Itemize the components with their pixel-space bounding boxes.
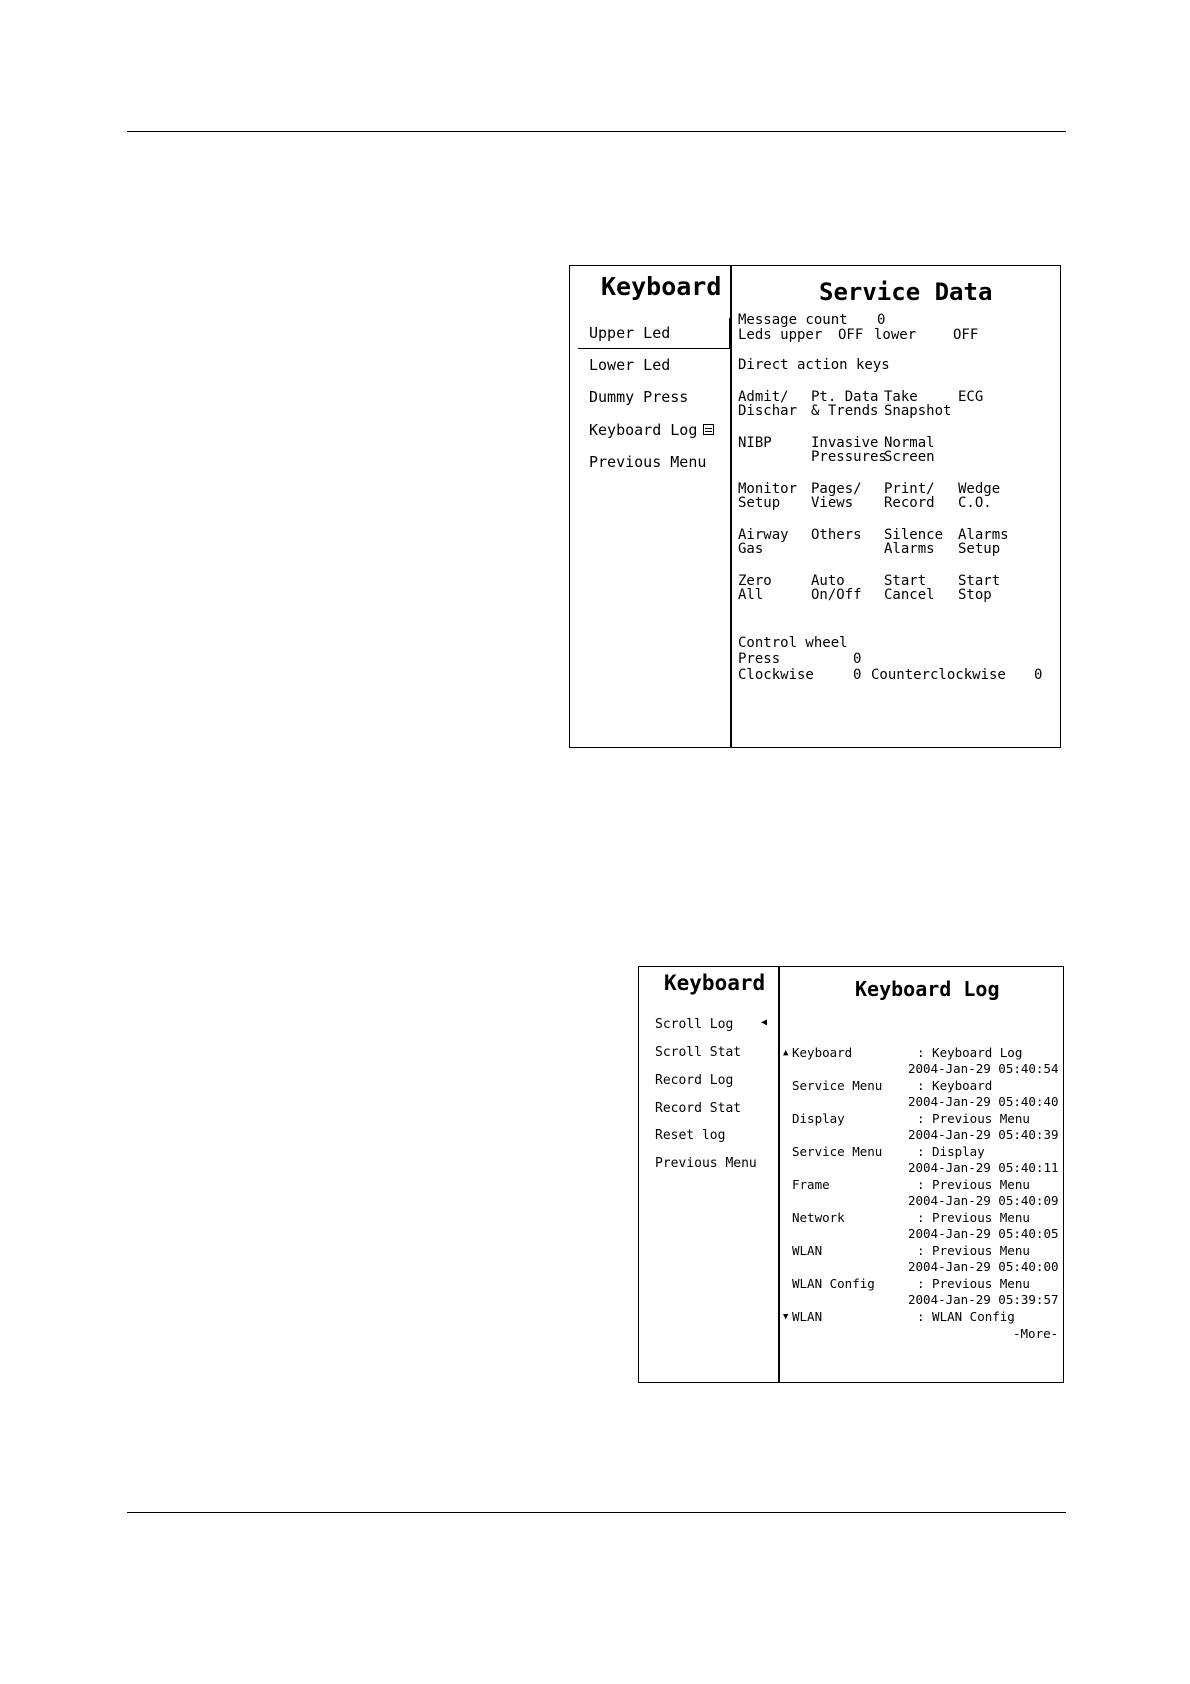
key-line: Setup bbox=[958, 541, 1001, 557]
key-line: Alarms bbox=[884, 541, 935, 557]
key-line: On/Off bbox=[811, 587, 862, 603]
key-line: ECG bbox=[958, 389, 984, 405]
log-entry-name: Network bbox=[792, 1210, 845, 1225]
left-arrow-icon: ◀ bbox=[761, 1017, 768, 1028]
press-label: Press bbox=[738, 651, 781, 667]
key-line: Take bbox=[884, 389, 918, 405]
key-start-stop bbox=[958, 574, 1000, 602]
key-start-cancel bbox=[884, 574, 935, 602]
key-line: Stop bbox=[958, 587, 992, 603]
key-print-record bbox=[884, 482, 935, 510]
more-indicator: -More- bbox=[1013, 1326, 1059, 1341]
log-entry-action: : Keyboard Log bbox=[917, 1045, 1023, 1060]
key-airway-gas bbox=[738, 528, 789, 556]
key-line: NIBP bbox=[738, 435, 772, 451]
key-line: Zero bbox=[738, 573, 772, 589]
log-entry-time: 2004-Jan-29 05:40:09 bbox=[908, 1193, 1059, 1208]
menu-divider bbox=[778, 967, 780, 1382]
log-entry-time: 2004-Jan-29 05:40:05 bbox=[908, 1226, 1059, 1241]
log-entry-name: WLAN bbox=[792, 1309, 823, 1324]
menu-item-reset-log[interactable]: Reset log bbox=[655, 1128, 726, 1143]
key-wedge-co bbox=[958, 482, 1000, 510]
key-line: Invasive bbox=[811, 435, 879, 451]
leds-lower-label: lower bbox=[874, 327, 917, 343]
log-entry-name: Frame bbox=[792, 1177, 830, 1192]
key-line: Dischar bbox=[738, 403, 798, 419]
press-value: 0 bbox=[853, 651, 862, 667]
key-line: C.O. bbox=[958, 495, 992, 511]
key-line: Alarms bbox=[958, 527, 1009, 543]
log-entry-time: 2004-Jan-29 05:40:54 bbox=[908, 1061, 1059, 1076]
clockwise-label: Clockwise bbox=[738, 667, 814, 683]
key-line: Start bbox=[884, 573, 927, 589]
message-count-value: 0 bbox=[877, 312, 886, 328]
key-invasive-pressures bbox=[811, 436, 887, 464]
log-entry-name: WLAN Config bbox=[792, 1276, 875, 1291]
key-nibp bbox=[738, 436, 772, 450]
key-line: All bbox=[738, 587, 764, 603]
key-line: Gas bbox=[738, 541, 764, 557]
key-line: Monitor bbox=[738, 481, 798, 497]
key-others bbox=[811, 528, 862, 542]
log-entry-action: : Previous Menu bbox=[917, 1111, 1030, 1126]
menu-divider bbox=[730, 266, 732, 747]
key-ecg bbox=[958, 390, 983, 404]
menu-title: Keyboard bbox=[664, 971, 766, 995]
keys-icon bbox=[703, 424, 714, 435]
page-footer-rule bbox=[127, 1512, 1066, 1513]
counterclockwise-label: Counterclockwise bbox=[871, 667, 1006, 683]
log-entry-action: : Previous Menu bbox=[917, 1276, 1030, 1291]
log-entry-action: : Previous Menu bbox=[917, 1177, 1030, 1192]
log-entry-action: : Keyboard bbox=[917, 1078, 993, 1093]
leds-lower-value: OFF bbox=[953, 327, 979, 343]
log-entry-time: 2004-Jan-29 05:40:11 bbox=[908, 1160, 1059, 1175]
key-line: Record bbox=[884, 495, 935, 511]
key-line: Views bbox=[811, 495, 854, 511]
leds-upper-label: Leds upper bbox=[738, 327, 823, 343]
service-data-screen bbox=[569, 265, 1061, 748]
log-entry-name: Service Menu bbox=[792, 1144, 883, 1159]
key-auto-on-off bbox=[811, 574, 862, 602]
menu-item-upper-led[interactable]: Upper Led bbox=[589, 324, 671, 342]
menu-item-previous-menu[interactable]: Previous Menu bbox=[589, 453, 707, 471]
menu-item-previous-menu[interactable]: Previous Menu bbox=[655, 1156, 757, 1171]
key-line: Silence bbox=[884, 527, 944, 543]
log-entry-name: Display bbox=[792, 1111, 845, 1126]
key-silence-alarms bbox=[884, 528, 943, 556]
key-admit-dischar bbox=[738, 390, 797, 418]
keyboard-log-screen bbox=[638, 966, 1064, 1383]
key-normal-screen bbox=[884, 436, 935, 464]
key-line: Setup bbox=[738, 495, 781, 511]
key-line: Airway bbox=[738, 527, 789, 543]
menu-item-dummy-press[interactable]: Dummy Press bbox=[589, 388, 689, 406]
key-line: Start bbox=[958, 573, 1001, 589]
key-line: Admit/ bbox=[738, 389, 789, 405]
key-pages-views bbox=[811, 482, 862, 510]
leds-upper-value: OFF bbox=[838, 327, 864, 343]
key-line: Cancel bbox=[884, 587, 935, 603]
log-entry-name: Service Menu bbox=[792, 1078, 883, 1093]
menu-item-record-log[interactable]: Record Log bbox=[655, 1073, 734, 1088]
log-entry-name: Keyboard bbox=[792, 1045, 853, 1060]
message-count-label: Message count bbox=[738, 312, 848, 328]
menu-item-scroll-stat[interactable]: Scroll Stat bbox=[655, 1045, 742, 1060]
log-entry-time: 2004-Jan-29 05:40:00 bbox=[908, 1259, 1059, 1274]
log-entry-name: WLAN bbox=[792, 1243, 823, 1258]
menu-title: Keyboard bbox=[601, 272, 722, 301]
log-entry-time: 2004-Jan-29 05:40:39 bbox=[908, 1127, 1059, 1142]
key-line: Auto bbox=[811, 573, 845, 589]
key-line: Others bbox=[811, 527, 862, 543]
key-take-snapshot bbox=[884, 390, 951, 418]
log-entry-marker: ▲ bbox=[783, 1048, 789, 1058]
counterclockwise-value: 0 bbox=[1034, 667, 1043, 683]
clockwise-value: 0 bbox=[853, 667, 862, 683]
key-line: Pt. Data bbox=[811, 389, 879, 405]
content-title: Keyboard Log bbox=[855, 977, 1000, 1001]
log-entry-time: 2004-Jan-29 05:40:40 bbox=[908, 1094, 1059, 1109]
log-list[interactable] bbox=[783, 1047, 1063, 1347]
menu-item-record-stat[interactable]: Record Stat bbox=[655, 1101, 742, 1116]
content-title: Service Data bbox=[819, 278, 993, 306]
menu-item-scroll-log[interactable]: Scroll Log bbox=[655, 1017, 734, 1032]
key-line: Screen bbox=[884, 449, 935, 465]
log-entry-action: : WLAN Config bbox=[917, 1309, 1015, 1324]
key-line: Wedge bbox=[958, 481, 1001, 497]
key-line: Print/ bbox=[884, 481, 935, 497]
direct-keys-label: Direct action keys bbox=[738, 357, 890, 373]
log-entry-action: : Display bbox=[917, 1144, 985, 1159]
key-line: Normal bbox=[884, 435, 935, 451]
control-wheel-label: Control wheel bbox=[738, 635, 848, 651]
page-header-rule bbox=[127, 131, 1066, 132]
key-line: Pressures bbox=[811, 449, 887, 465]
log-entry-action: : Previous Menu bbox=[917, 1210, 1030, 1225]
key-line: Snapshot bbox=[884, 403, 952, 419]
key-pt-data-trends bbox=[811, 390, 878, 418]
menu-item-keyboard-log[interactable]: Keyboard Log bbox=[589, 421, 698, 439]
log-entry-action: : Previous Menu bbox=[917, 1243, 1030, 1258]
log-entry-marker: ▼ bbox=[783, 1312, 789, 1322]
menu-item-lower-led[interactable]: Lower Led bbox=[589, 356, 671, 374]
key-zero-all bbox=[738, 574, 772, 602]
key-monitor-setup bbox=[738, 482, 797, 510]
key-line: & Trends bbox=[811, 403, 879, 419]
key-alarms-setup bbox=[958, 528, 1009, 556]
log-entry-time: 2004-Jan-29 05:39:57 bbox=[908, 1292, 1059, 1307]
key-line: Pages/ bbox=[811, 481, 862, 497]
